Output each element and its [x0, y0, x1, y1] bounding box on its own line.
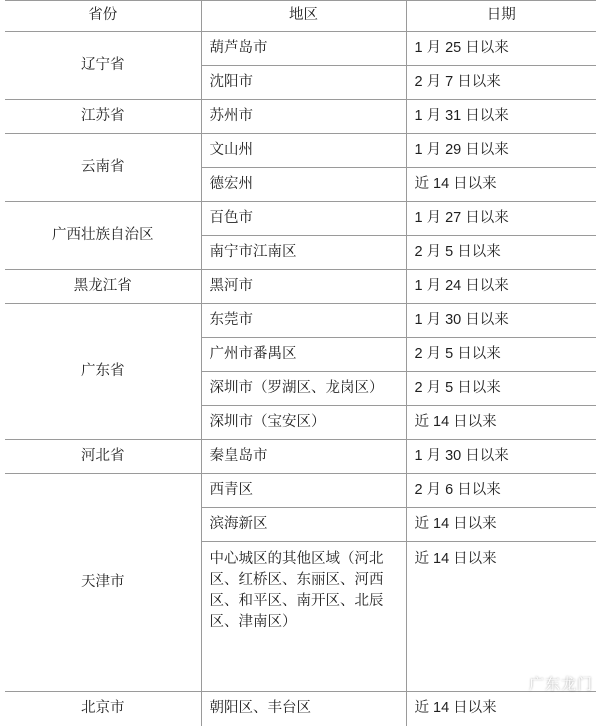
- province-cell: 广西壮族自治区: [5, 202, 201, 270]
- area-cell: 文山州: [201, 134, 406, 168]
- province-cell: 辽宁省: [5, 32, 201, 100]
- date-cell: 1 月 25 日以来: [406, 32, 596, 66]
- table-row: [5, 474, 596, 508]
- area-cell: 百色市: [201, 202, 406, 236]
- table-header: [5, 1, 596, 32]
- date-cell: 1 月 24 日以来: [406, 270, 596, 304]
- area-cell: 苏州市: [201, 100, 406, 134]
- table-row: [5, 134, 596, 168]
- table-row: [5, 440, 596, 474]
- table-row: [5, 202, 596, 236]
- area-cell: 沈阳市: [201, 66, 406, 100]
- province-cell: 江苏省: [5, 100, 201, 134]
- region-date-table: [5, 0, 596, 726]
- area-cell: 滨海新区: [201, 508, 406, 542]
- date-cell: 2 月 5 日以来: [406, 372, 596, 406]
- date-cell: 1 月 30 日以来: [406, 440, 596, 474]
- column-header-province: 省份: [5, 1, 201, 32]
- table-row: [5, 32, 596, 66]
- date-cell: 近 14 日以来: [406, 168, 596, 202]
- watermark-text: 广东龙门: [528, 676, 593, 693]
- area-cell: 南宁市江南区: [201, 236, 406, 270]
- area-cell: 西青区: [201, 474, 406, 508]
- province-cell: 北京市: [5, 692, 201, 726]
- area-cell: 朝阳区、丰台区: [201, 692, 406, 726]
- province-cell: 河北省: [5, 440, 201, 474]
- area-cell: 秦皇岛市: [201, 440, 406, 474]
- area-cell: 深圳市（宝安区）: [201, 406, 406, 440]
- date-cell: 2 月 7 日以来: [406, 66, 596, 100]
- area-cell: 葫芦岛市: [201, 32, 406, 66]
- area-cell: 广州市番禺区: [201, 338, 406, 372]
- area-cell: 深圳市（罗湖区、龙岗区）: [201, 372, 406, 406]
- area-cell: 东莞市: [201, 304, 406, 338]
- column-header-area: 地区: [201, 1, 406, 32]
- table-body: [5, 32, 596, 726]
- date-cell: 2 月 5 日以来: [406, 236, 596, 270]
- province-cell: 天津市: [5, 474, 201, 692]
- area-cell: 中心城区的其他区域（河北区、红桥区、东丽区、河西区、和平区、南开区、北辰区、津南区）: [201, 542, 406, 692]
- table-row: [5, 100, 596, 134]
- column-header-date: 日期: [406, 1, 596, 32]
- table-header-row: [5, 1, 596, 32]
- date-cell: 2 月 6 日以来: [406, 474, 596, 508]
- table-row: [5, 692, 596, 726]
- date-cell: 近 14 日以来: [406, 542, 596, 692]
- date-cell: 近 14 日以来: [406, 692, 596, 726]
- date-cell: 1 月 29 日以来: [406, 134, 596, 168]
- date-cell: 2 月 5 日以来: [406, 338, 596, 372]
- date-cell: 近 14 日以来: [406, 406, 596, 440]
- date-cell: 1 月 30 日以来: [406, 304, 596, 338]
- province-cell: 云南省: [5, 134, 201, 202]
- date-cell: 1 月 31 日以来: [406, 100, 596, 134]
- area-cell: 德宏州: [201, 168, 406, 202]
- area-cell: 黑河市: [201, 270, 406, 304]
- date-cell: 1 月 27 日以来: [406, 202, 596, 236]
- province-cell: 广东省: [5, 304, 201, 440]
- table-row: [5, 270, 596, 304]
- date-cell: 近 14 日以来: [406, 508, 596, 542]
- table-row: [5, 304, 596, 338]
- province-cell: 黑龙江省: [5, 270, 201, 304]
